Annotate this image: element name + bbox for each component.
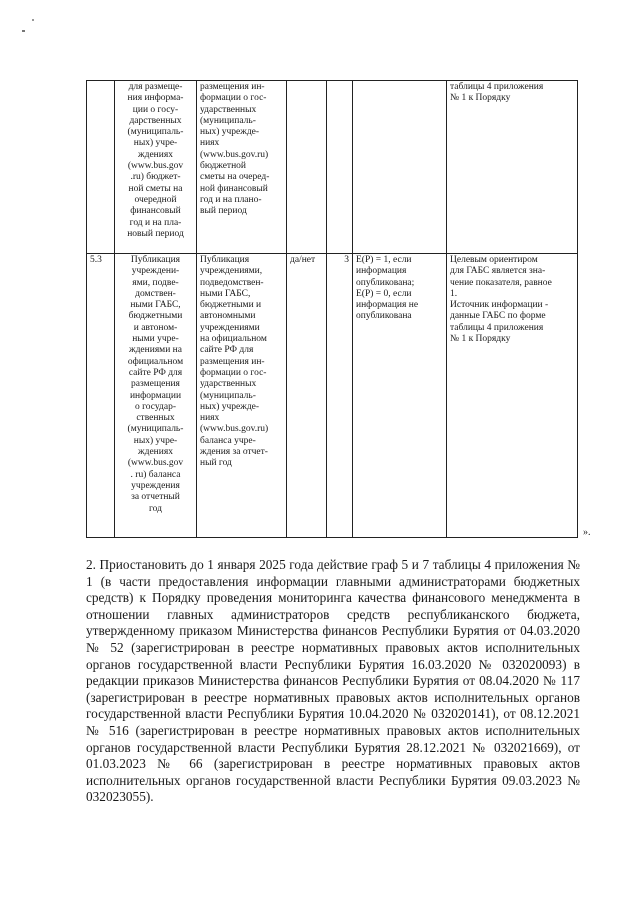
table-row [87,254,578,538]
cell-indicator-name: Публикация учреждени- ями, подве- домствен- ными ГАБС, бюджетными и автоном- ными учре- ждениями на официальном сайте РФ для размещения информации о государ- ственных (муниципаль- ных) учре- ждениях (www.bus.gov . ru) баланса учреждения за отчетный год [115,254,197,538]
cell-weight: 3 [327,254,353,538]
cell-unit [287,81,327,254]
cell-formula: Е(Р) = 1, если информация опубликована; Е(Р) = 0, если информация не опубликована [353,254,447,538]
table-end-mark: ». [583,527,591,538]
cell-note: таблицы 4 приложения № 1 к Порядку [447,81,578,254]
cell-unit: да/нет [287,254,327,538]
body-paragraph: 2. Приостановить до 1 января 2025 года действие граф 5 и 7 таблицы 4 приложения № 1 (в части предоставления информации главными администраторами бюджетных средств) к Порядку проведения мониторинга качества финансового менеджмента в отношении главных администраторов средств республиканского бюджета, утвержденному приказом Министерства финансов Республики Бурятия от 04.03.2020 № 52 (зарегистрирован в реестре нормативных правовых актов исполнительных органов государственной власти Республики Бурятия 16.03.2020 № 032020093) в редакции приказов Министерства финансов Республики Бурятия от 08.04.2020 № 117 (зарегистрирован в реестре нормативных правовых актов исполнительных органов государственной власти Республики Бурятия 10.04.2020 № 032020141), от 08.12.2021 № 516 (зарегистрирован в реестре нормативных правовых актов исполнительных органов государственной власти Республики Бурятия 28.12.2021 № 032021669), от 01.03.2023 № 66 (зарегистрирован в реестре нормативных правовых актов исполнительных органов государственной власти Республики Бурятия 09.03.2023 № 032023055). [86,557,580,805]
indicator-table [86,80,578,538]
scan-speck [32,19,34,21]
table-row [87,81,578,254]
cell-description: Публикация учреждениями, подведомствен- ными ГАБС, бюджетными и автономными учреждениями на официальном сайте РФ для размещения ин- формации о гос- ударственных (муниципаль- ных) учрежде- ниях (www.bus.gov.ru) баланса учре- ждения за отчет- ный год [197,254,287,538]
scan-speck [22,30,25,32]
cell-number: 5.3 [87,254,115,538]
cell-description: размещения ин- формации о гос- ударственных (муниципаль- ных) учрежде- ниях (www.bus.gov.ru) бюджетной сметы на очеред- ной финансовый год и на плано- вый период [197,81,287,254]
cell-indicator-name: для размеще- ния информа- ции о госу- дарственных (муниципаль- ных) учре- ждениях (www.bus.gov .ru) бюджет- ной сметы на очередной финансовый год и на пла- новый период [115,81,197,254]
cell-formula [353,81,447,254]
cell-note: Целевым ориентиром для ГАБС является зна- чение показателя, равное 1. Источник информации - данные ГАБС по форме таблицы 4 приложения № 1 к Порядку [447,254,578,538]
cell-number [87,81,115,254]
cell-weight [327,81,353,254]
